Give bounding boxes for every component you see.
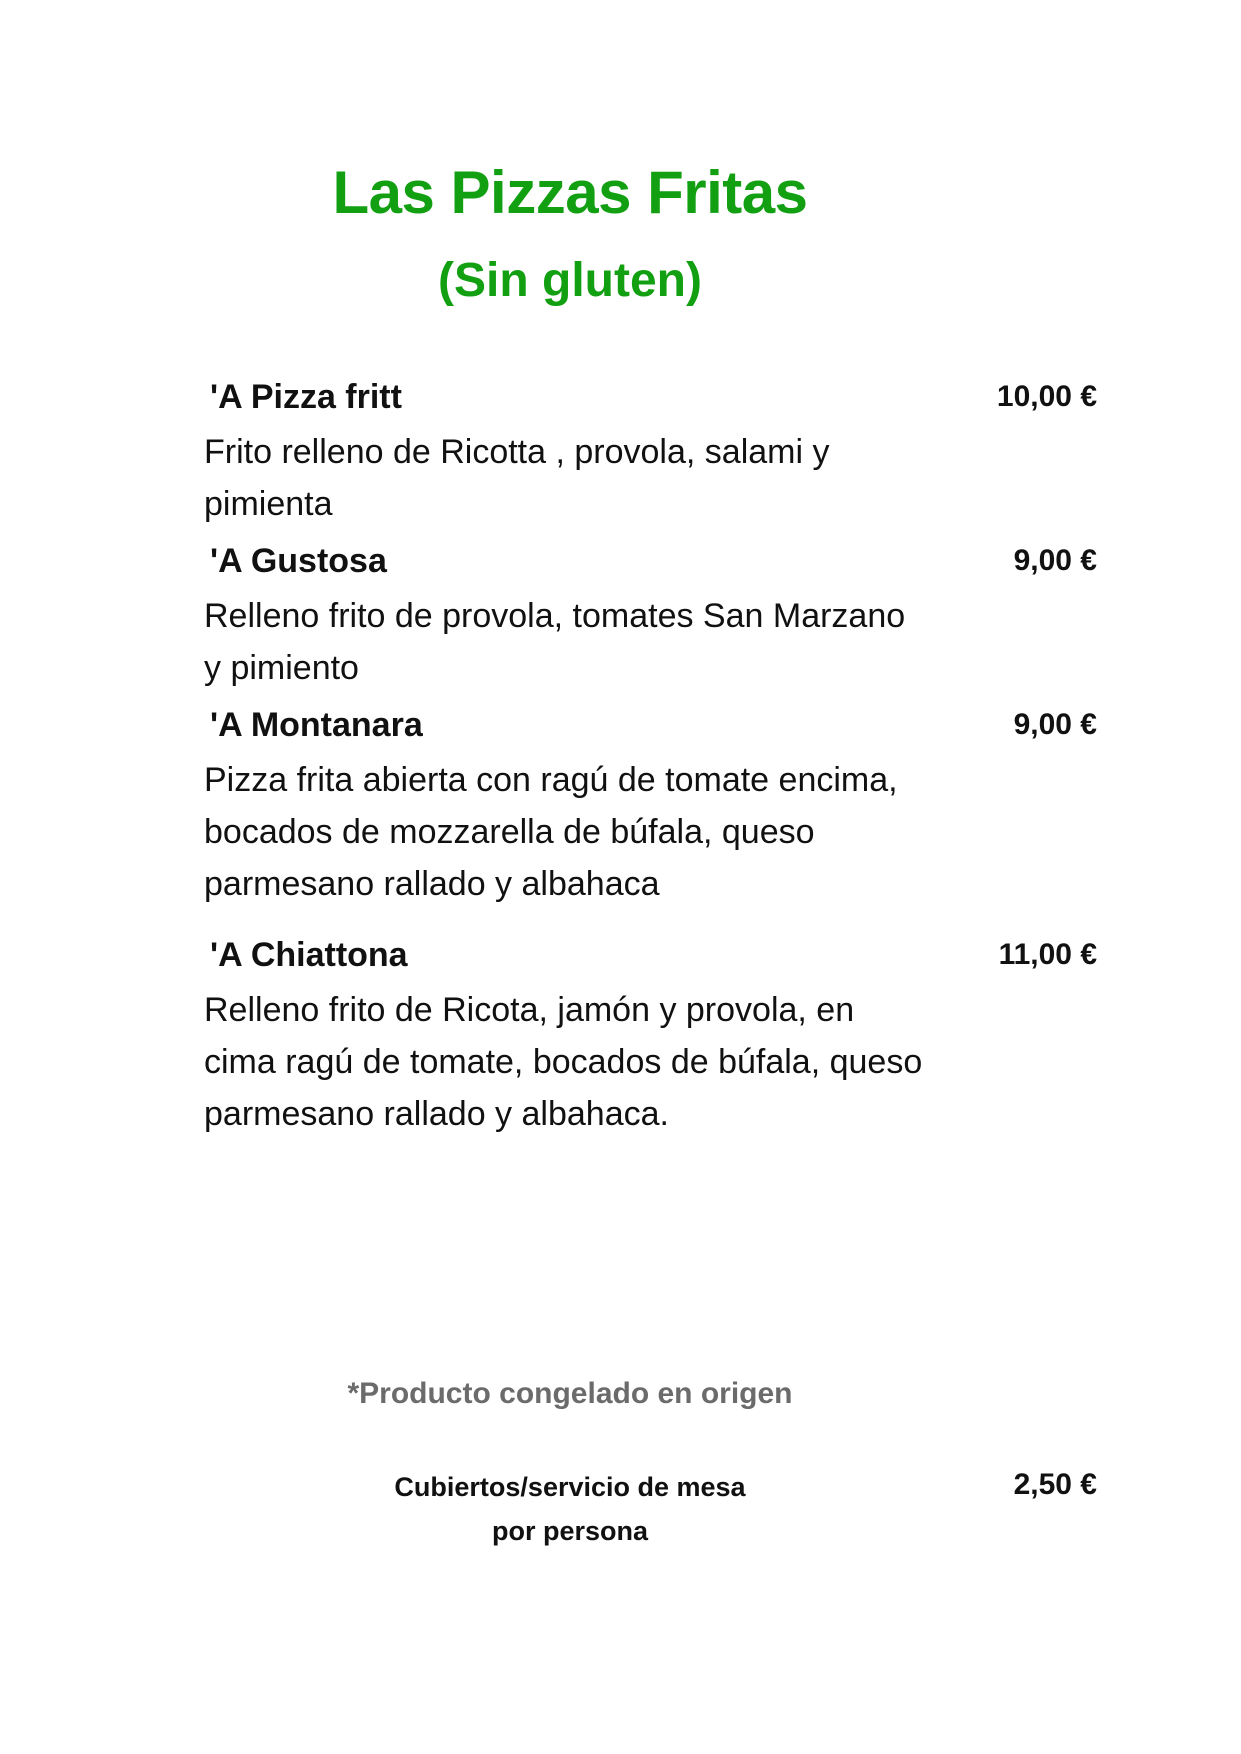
menu-item-name: 'A Pizza fritt — [210, 378, 402, 416]
frozen-product-note: *Producto congelado en origen — [347, 1377, 793, 1410]
menu-item — [204, 539, 1097, 697]
menu-item — [204, 375, 1097, 533]
menu-item-description: Frito relleno de Ricotta , provola, salami y pimienta — [204, 433, 830, 523]
menu-item-name: 'A Montanara — [210, 706, 423, 744]
menu-item-price: 10,00 € — [996, 380, 1097, 413]
menu-item-price: 9,00 € — [1013, 708, 1097, 741]
menu-item-name: 'A Chiattona — [210, 936, 408, 974]
menu-list — [204, 375, 1097, 1143]
menu-item-price: 11,00 € — [998, 938, 1097, 971]
menu-item-description: Pizza frita abierta con ragú de tomate encima, bocados de mozzarella de búfala, queso parmesano rallado y albahaca — [204, 761, 898, 903]
table-service-line-2: por persona — [491, 1516, 649, 1546]
menu-item-header — [204, 539, 1097, 593]
table-service-label — [0, 1465, 1140, 1553]
menu-title: Las Pizzas Fritas — [332, 159, 808, 226]
menu-item-header — [204, 703, 1097, 757]
menu-item-header — [204, 933, 1097, 987]
menu-item — [204, 933, 1097, 1143]
menu-item-header — [204, 375, 1097, 429]
menu-item-name: 'A Gustosa — [210, 542, 387, 580]
menu-subtitle: (Sin gluten) — [438, 254, 702, 307]
table-service-price: 2,50 € — [1013, 1468, 1097, 1501]
menu-item — [204, 703, 1097, 913]
menu-item-description: Relleno frito de Ricota, jamón y provola, en cima ragú de tomate, bocados de búfala, queso parmesano rallado y albahaca. — [204, 991, 923, 1133]
table-service-line-1: Cubiertos/servicio de mesa — [394, 1472, 746, 1502]
menu-item-description: Relleno frito de provola, tomates San Marzano y pimiento — [204, 597, 906, 687]
menu-item-price: 9,00 € — [1013, 544, 1097, 577]
